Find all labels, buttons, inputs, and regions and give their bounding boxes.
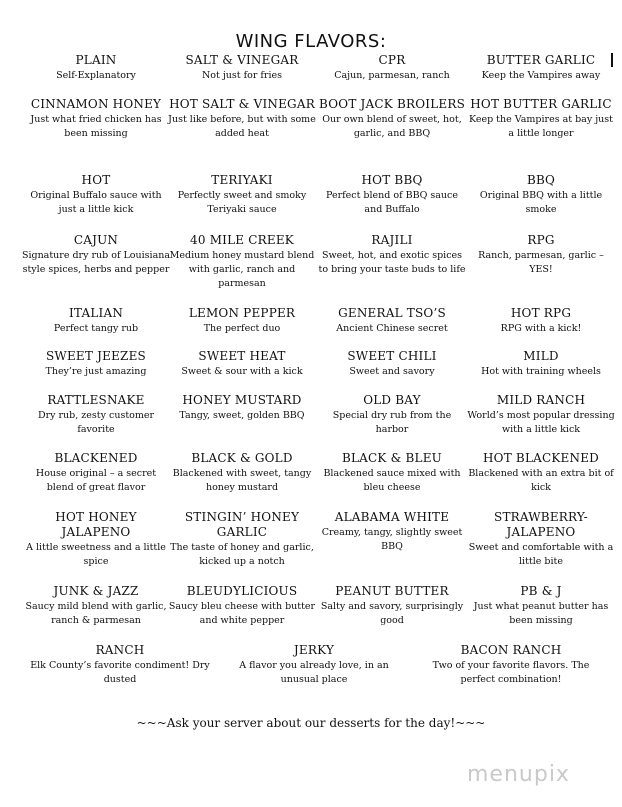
flavor-item [21, 451, 171, 495]
flavor-desc: Special dry rub from the harbor [332, 410, 452, 435]
flavor-item [167, 306, 317, 336]
flavor-item [317, 233, 467, 277]
flavor-name: CAJUN [73, 233, 119, 247]
flavor-desc: The taste of honey and garlic, kicked up a notch [170, 542, 314, 567]
flavor-item [421, 643, 601, 687]
flavor-desc: They’re just amazing [45, 366, 147, 377]
flavor-name: BLACK & GOLD [191, 451, 293, 465]
flavor-item [317, 97, 467, 141]
flavor-item [21, 584, 171, 628]
flavor-desc: Cajun, parmesan, ranch [334, 70, 450, 81]
flavor-desc: World’s most popular dressing with a little kick [467, 410, 615, 435]
flavor-name: BUTTER GARLIC [486, 53, 596, 67]
flavor-item [466, 306, 616, 336]
flavor-name: STINGIN’ HONEY GARLIC [184, 510, 300, 539]
flavor-desc: The perfect duo [203, 323, 281, 334]
flavor-name: ALABAMA WHITE [334, 510, 450, 524]
flavor-item [167, 584, 317, 628]
flavor-name: PLAIN [75, 53, 117, 67]
flavor-name: BOOT JACK BROILERS [319, 97, 465, 111]
flavor-name: TERIYAKI [211, 173, 273, 187]
flavor-item [21, 173, 171, 217]
flavor-item [167, 510, 317, 569]
flavor-item [167, 233, 317, 291]
flavor-name: BLEUDYLICIOUS [186, 584, 298, 598]
flavor-name: GENERAL TSO’S [338, 306, 446, 320]
flavor-desc: Blackened with sweet, tangy honey mustard [172, 468, 312, 493]
flavor-desc: Creamy, tangy, slightly sweet BBQ [321, 527, 463, 552]
flavor-desc: Self-Explanatory [56, 70, 136, 81]
flavor-item [167, 173, 317, 217]
flavor-item [466, 53, 616, 83]
flavor-desc: Two of your favorite flavors. The perfect combination! [432, 660, 590, 685]
flavor-name: MILD [523, 349, 559, 363]
flavor-item [317, 584, 467, 628]
flavor-desc: Sweet, hot, and exotic spices to bring your taste buds to life [318, 250, 466, 275]
flavor-desc: Keep the Vampires away [481, 70, 601, 81]
flavor-item [466, 393, 616, 437]
flavor-item [466, 173, 616, 217]
flavor-desc: Tangy, sweet, golden BBQ [179, 410, 305, 421]
flavor-name: SWEET HEAT [198, 349, 286, 363]
flavor-item [167, 451, 317, 495]
page-title: WING FLAVORS: [235, 31, 387, 52]
flavor-item [21, 97, 171, 141]
flavor-item [167, 97, 317, 141]
flavor-desc: A little sweetness and a little spice [26, 542, 166, 567]
flavor-item [21, 53, 171, 83]
flavor-desc: Perfect blend of BBQ sauce and Buffalo [325, 190, 458, 215]
flavor-item [466, 349, 616, 379]
flavor-name: CPR [378, 53, 406, 67]
flavor-name: PB & J [520, 584, 562, 598]
flavor-item [317, 451, 467, 495]
flavor-name: HOT BLACKENED [483, 451, 599, 465]
flavor-item [466, 233, 616, 277]
flavor-item [21, 233, 171, 277]
flavor-item [167, 53, 317, 83]
flavor-desc: Hot with training wheels [481, 366, 601, 377]
flavor-desc: Sweet & sour with a kick [181, 366, 303, 377]
flavor-name: RPG [527, 233, 555, 247]
flavor-name: SALT & VINEGAR [185, 53, 299, 67]
flavor-desc: Not just for fries [201, 70, 283, 81]
flavor-item [317, 393, 467, 437]
flavor-name: CINNAMON HONEY [30, 97, 162, 111]
flavor-name: STRAWBERRY-JALAPENO [494, 510, 588, 539]
flavor-desc: Keep the Vampires at bay just a little longer [469, 114, 613, 139]
flavor-name: BACON RANCH [460, 643, 562, 657]
flavor-name: BLACKENED [54, 451, 138, 465]
flavor-item [224, 643, 404, 687]
flavor-desc: Saucy mild blend with garlic, ranch & parmesan [25, 601, 167, 626]
flavor-item [167, 349, 317, 379]
flavor-item [466, 451, 616, 495]
flavor-desc: A flavor you already love, in an unusual place [239, 660, 389, 685]
flavor-desc: Saucy bleu cheese with butter and white pepper [168, 601, 316, 626]
flavor-item [21, 349, 171, 379]
flavor-desc: Elk County’s favorite condiment! Dry dusted [30, 660, 210, 685]
flavor-desc: Ranch, parmesan, garlic – YES! [478, 250, 604, 275]
flavor-item [317, 510, 467, 554]
flavor-name: OLD BAY [363, 393, 421, 407]
flavor-name: RATTLESNAKE [47, 393, 145, 407]
flavor-desc: Ancient Chinese secret [336, 323, 448, 334]
flavor-desc: Just what peanut butter has been missing [473, 601, 609, 626]
flavor-desc: Our own blend of sweet, hot, garlic, and BBQ [322, 114, 462, 139]
flavor-name: LEMON PEPPER [188, 306, 296, 320]
flavor-item [21, 393, 171, 437]
flavor-desc: Blackened sauce mixed with bleu cheese [323, 468, 461, 493]
flavor-item [30, 643, 210, 687]
flavor-item [466, 510, 616, 569]
flavor-name: RANCH [95, 643, 145, 657]
flavor-item [21, 510, 171, 569]
flavor-name: PEANUT BUTTER [335, 584, 449, 598]
flavor-name: HOT SALT & VINEGAR [169, 97, 315, 111]
flavor-desc: Blackened with an extra bit of kick [468, 468, 614, 493]
flavor-name: 40 MILE CREEK [190, 233, 294, 247]
flavor-item [21, 306, 171, 336]
flavor-name: HOT [81, 173, 111, 187]
flavor-name: SWEET JEEZES [46, 349, 146, 363]
flavor-name: BLACK & BLEU [342, 451, 442, 465]
flavor-item [167, 393, 317, 423]
flavor-item [466, 584, 616, 628]
desserts-note: ~~~Ask your server about our desserts for the day!~~~ [136, 716, 486, 730]
flavor-desc: Salty and savory, surprisingly good [320, 601, 464, 626]
flavor-desc: Perfect tangy rub [53, 323, 139, 334]
flavor-desc: RPG with a kick! [500, 323, 582, 334]
flavor-name: HOT BUTTER GARLIC [470, 97, 612, 111]
flavor-item [317, 53, 467, 83]
flavor-name: BBQ [526, 173, 556, 187]
flavor-name: JUNK & JAZZ [53, 584, 139, 598]
flavor-desc: Just what fried chicken has been missing [30, 114, 162, 139]
flavor-desc: House original – a secret blend of great flavor [35, 468, 157, 493]
flavor-name: SWEET CHILI [347, 349, 437, 363]
flavor-name: HOT RPG [510, 306, 572, 320]
flavor-desc: Sweet and comfortable with a little bite [468, 542, 614, 567]
flavor-desc: Signature dry rub of Louisiana style spices, herbs and pepper [21, 250, 171, 275]
flavor-desc: Original Buffalo sauce with just a little kick [30, 190, 162, 215]
flavor-desc: Dry rub, zesty customer favorite [37, 410, 155, 435]
flavor-item [317, 349, 467, 379]
flavor-item [466, 97, 616, 141]
flavor-desc: Original BBQ with a little smoke [479, 190, 603, 215]
flavor-desc: Medium honey mustard blend with garlic, ranch and parmesan [169, 250, 315, 289]
flavor-name: MILD RANCH [496, 393, 586, 407]
flavor-item [317, 306, 467, 336]
flavor-item [317, 173, 467, 217]
flavor-name: JERKY [293, 643, 335, 657]
flavor-name: HOT BBQ [361, 173, 423, 187]
flavor-name: HONEY MUSTARD [182, 393, 302, 407]
flavor-desc: Just like before, but with some added heat [168, 114, 316, 139]
flavor-name: RAJILI [371, 233, 413, 247]
flavor-name: HOT HONEY JALAPENO [55, 510, 137, 539]
flavor-name: ITALIAN [68, 306, 124, 320]
watermark-logo: menupix [467, 762, 570, 787]
flavor-desc: Sweet and savory [349, 366, 435, 377]
flavor-desc: Perfectly sweet and smoky Teriyaki sauce [177, 190, 307, 215]
